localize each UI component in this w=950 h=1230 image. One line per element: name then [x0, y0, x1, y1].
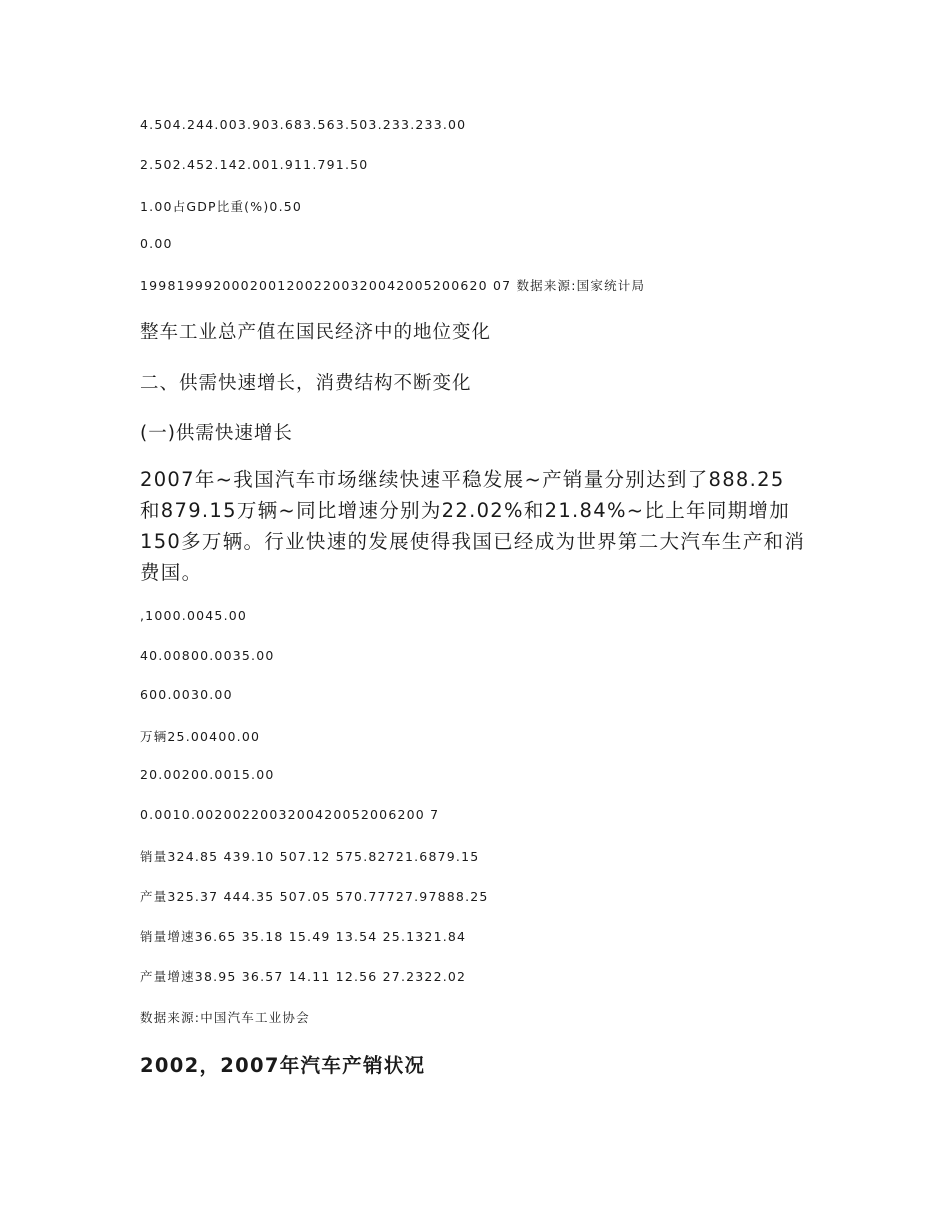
chart2-sales-growth-row: 销量增速36.65 35.18 15.49 13.54 25.1321.84 [140, 929, 467, 944]
figure-caption-gdp-share: 整车工业总产值在国民经济中的地位变化 [140, 322, 492, 343]
chart-residue-line-2: 2.502.452.142.001.911.791.50 [140, 157, 369, 172]
subsection-heading-1: (一)供需快速增长 [140, 423, 293, 444]
chart2-residue-line-3: 600.0030.00 [140, 687, 233, 702]
section-heading-2: 二、供需快速增长，消费结构不断变化 [140, 373, 472, 394]
chart2-residue-line-6: 0.0010.0020022003200420052006200 7 [140, 807, 440, 822]
paragraph-line: 150多万辆。行业快速的发展使得我国已经成为世界第二大汽车生产和消 [140, 530, 806, 553]
chart-source-line: 19981999200020012002200320042005200620 07 数据来源:国家统计局 [140, 278, 646, 293]
chart2-residue-line-1: ,1000.0045.00 [140, 608, 248, 623]
chart2-residue-line-5: 20.00200.0015.00 [140, 767, 275, 782]
chart2-source-line: 数据来源:中国汽车工业协会 [140, 1010, 310, 1025]
paragraph-line: 和879.15万辆~同比增速分别为22.02%和21.84%~比上年同期增加 [140, 499, 791, 522]
chart-residue-line-3: 1.00占GDP比重(%)0.50 [140, 199, 303, 214]
chart2-sales-row: 销量324.85 439.10 507.12 575.82721.6879.15 [140, 849, 480, 864]
paragraph-line: 费国。 [140, 561, 203, 584]
chart-residue-line-4: 0.00 [140, 236, 173, 251]
chart2-residue-line-4: 万辆25.00400.00 [140, 729, 261, 744]
chart2-production-growth-row: 产量增速38.95 36.57 14.11 12.56 27.2322.02 [140, 969, 467, 984]
chart-residue-line-1: 4.504.244.003.903.683.563.503.233.233.00 [140, 117, 467, 132]
figure-caption-production-sales: 2002，2007年汽车产销状况 [140, 1054, 426, 1077]
chart2-production-row: 产量325.37 444.35 507.05 570.77727.97888.25 [140, 889, 489, 904]
paragraph-line: 2007年~我国汽车市场继续快速平稳发展~产销量分别达到了888.25 [140, 468, 785, 491]
chart2-residue-line-2: 40.00800.0035.00 [140, 648, 275, 663]
body-paragraph [140, 464, 820, 588]
